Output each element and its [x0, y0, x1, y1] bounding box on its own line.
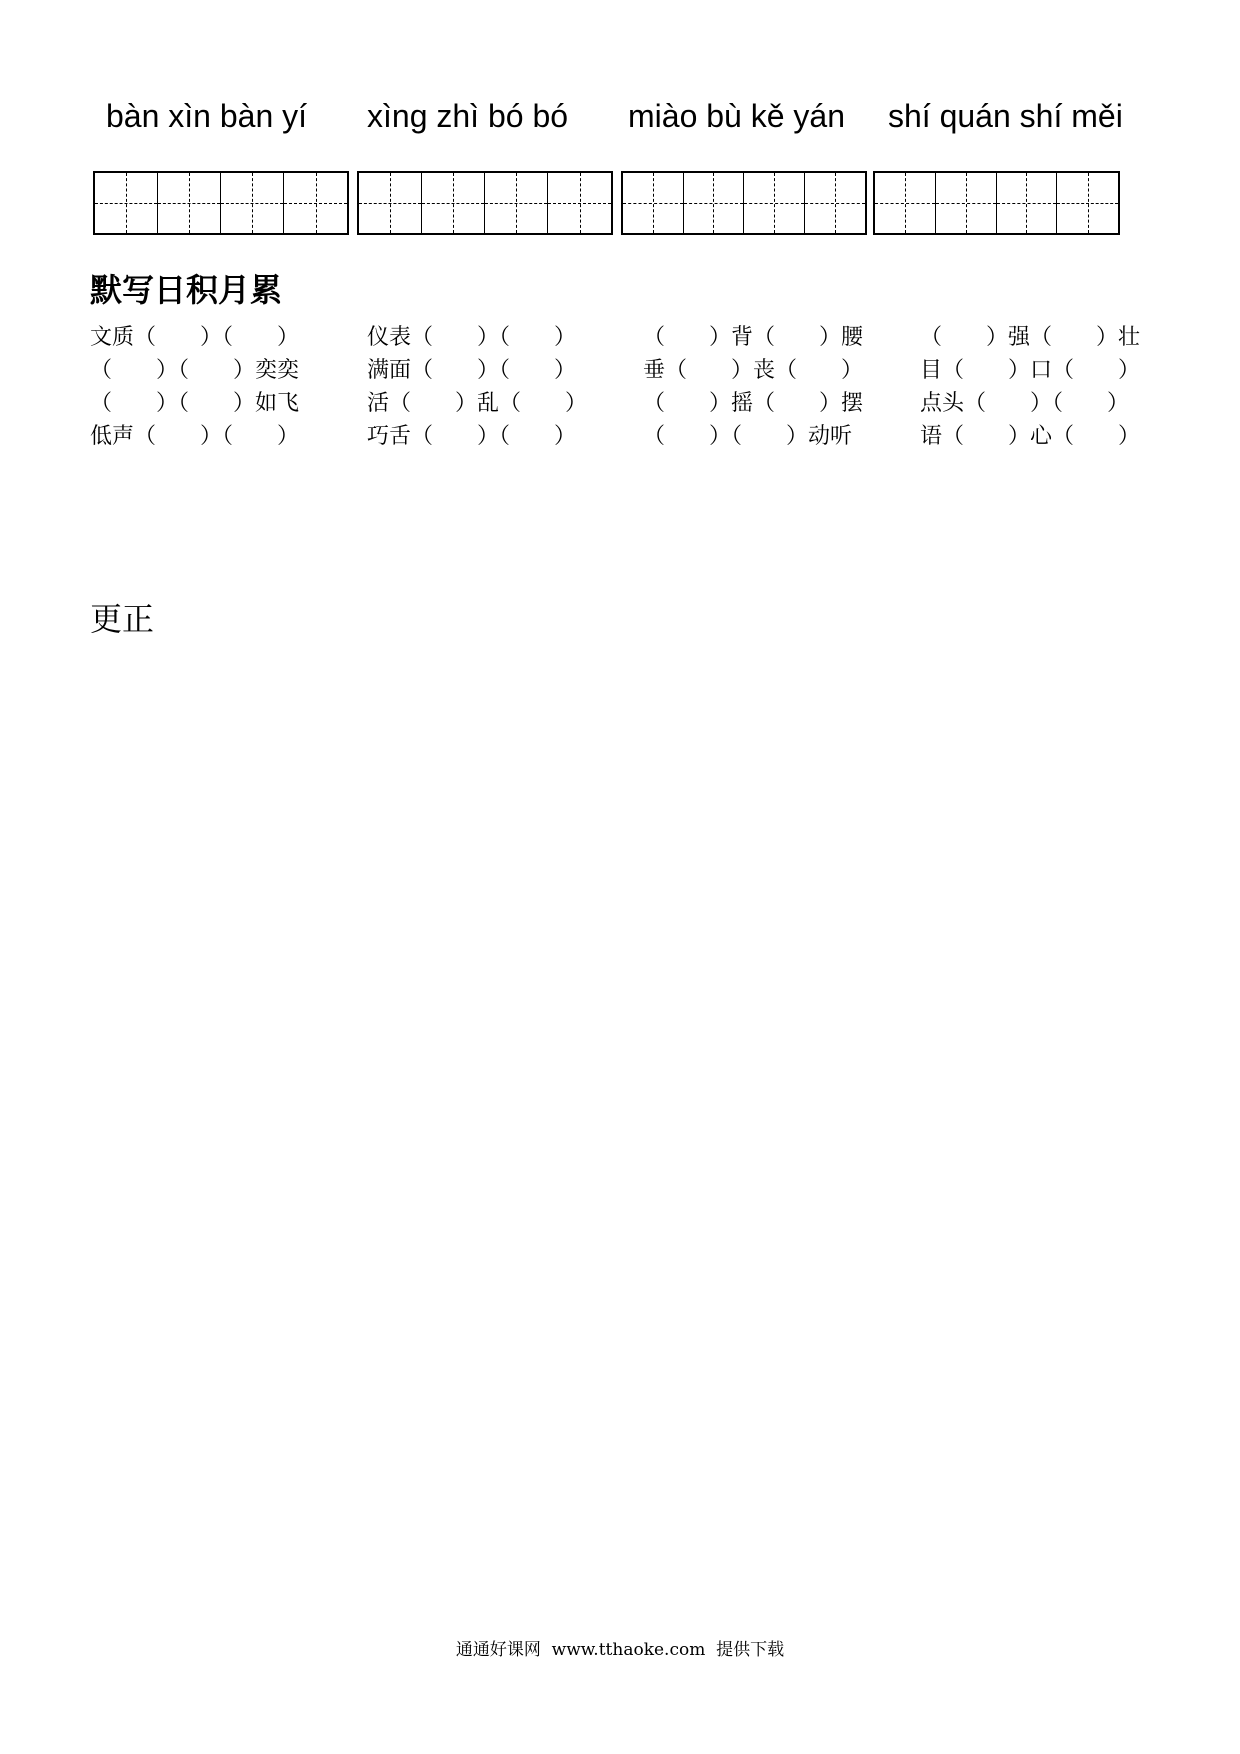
- correction-writing-area[interactable]: [90, 650, 1150, 1550]
- phrase-fill-in: 巧舌（ ）（ ）: [367, 424, 577, 449]
- grid-cell[interactable]: [744, 173, 805, 233]
- grid-cell[interactable]: [359, 173, 422, 233]
- phrase-fill-in: 低声（ ）（ ）: [90, 424, 300, 449]
- writing-grid-2[interactable]: [357, 171, 613, 235]
- grid-cell[interactable]: [284, 173, 347, 233]
- phrase-fill-in: （ ）（ ）奕奕: [90, 358, 300, 383]
- writing-grid-1[interactable]: [93, 171, 349, 235]
- grid-cell[interactable]: [623, 173, 684, 233]
- grid-cell[interactable]: [548, 173, 611, 233]
- phrase-fill-in: 语（ ）心（ ）: [920, 424, 1141, 449]
- grid-cell[interactable]: [422, 173, 485, 233]
- phrase-fill-in: （ ）（ ）动听: [643, 424, 853, 449]
- phrase-fill-in: （ ）摇（ ）摆: [643, 391, 864, 416]
- phrase-fill-in: （ ）背（ ）腰: [643, 325, 864, 350]
- grid-cell[interactable]: [95, 173, 158, 233]
- footer-credit: 通通好课网 www.tthaoke.com 提供下载: [455, 1640, 785, 1660]
- pinyin-prompt-2: xìng zhì bó bó: [367, 98, 569, 134]
- grid-cell[interactable]: [221, 173, 284, 233]
- phrase-fill-in: （ ）（ ）如飞: [90, 391, 300, 416]
- section-title-correction: 更正: [90, 600, 155, 638]
- phrase-fill-in: 满面（ ）（ ）: [367, 358, 577, 383]
- grid-cell[interactable]: [997, 173, 1058, 233]
- pinyin-prompt-1: bàn xìn bàn yí: [106, 98, 308, 134]
- phrase-fill-in: 垂（ ）丧（ ）: [643, 358, 864, 383]
- grid-cell[interactable]: [158, 173, 221, 233]
- phrase-fill-in: 活（ ）乱（ ）: [367, 391, 588, 416]
- section-title-dictation: 默写日积月累: [90, 271, 283, 309]
- grid-cell[interactable]: [875, 173, 936, 233]
- writing-grid-4[interactable]: [873, 171, 1120, 235]
- pinyin-prompt-3: miào bù kě yán: [628, 98, 846, 134]
- phrase-fill-in: 仪表（ ）（ ）: [367, 325, 577, 350]
- grid-cell[interactable]: [684, 173, 745, 233]
- grid-cell[interactable]: [485, 173, 548, 233]
- phrase-fill-in: 点头（ ）（ ）: [920, 391, 1130, 416]
- grid-cell[interactable]: [936, 173, 997, 233]
- grid-cell[interactable]: [805, 173, 865, 233]
- grid-cell[interactable]: [1057, 173, 1118, 233]
- pinyin-prompt-4: shí quán shí měi: [888, 98, 1123, 134]
- phrase-fill-in: （ ）强（ ）壮: [920, 325, 1141, 350]
- phrase-fill-in: 文质（ ）（ ）: [90, 325, 300, 350]
- phrase-fill-in: 目（ ）口（ ）: [920, 358, 1141, 383]
- writing-grid-3[interactable]: [621, 171, 867, 235]
